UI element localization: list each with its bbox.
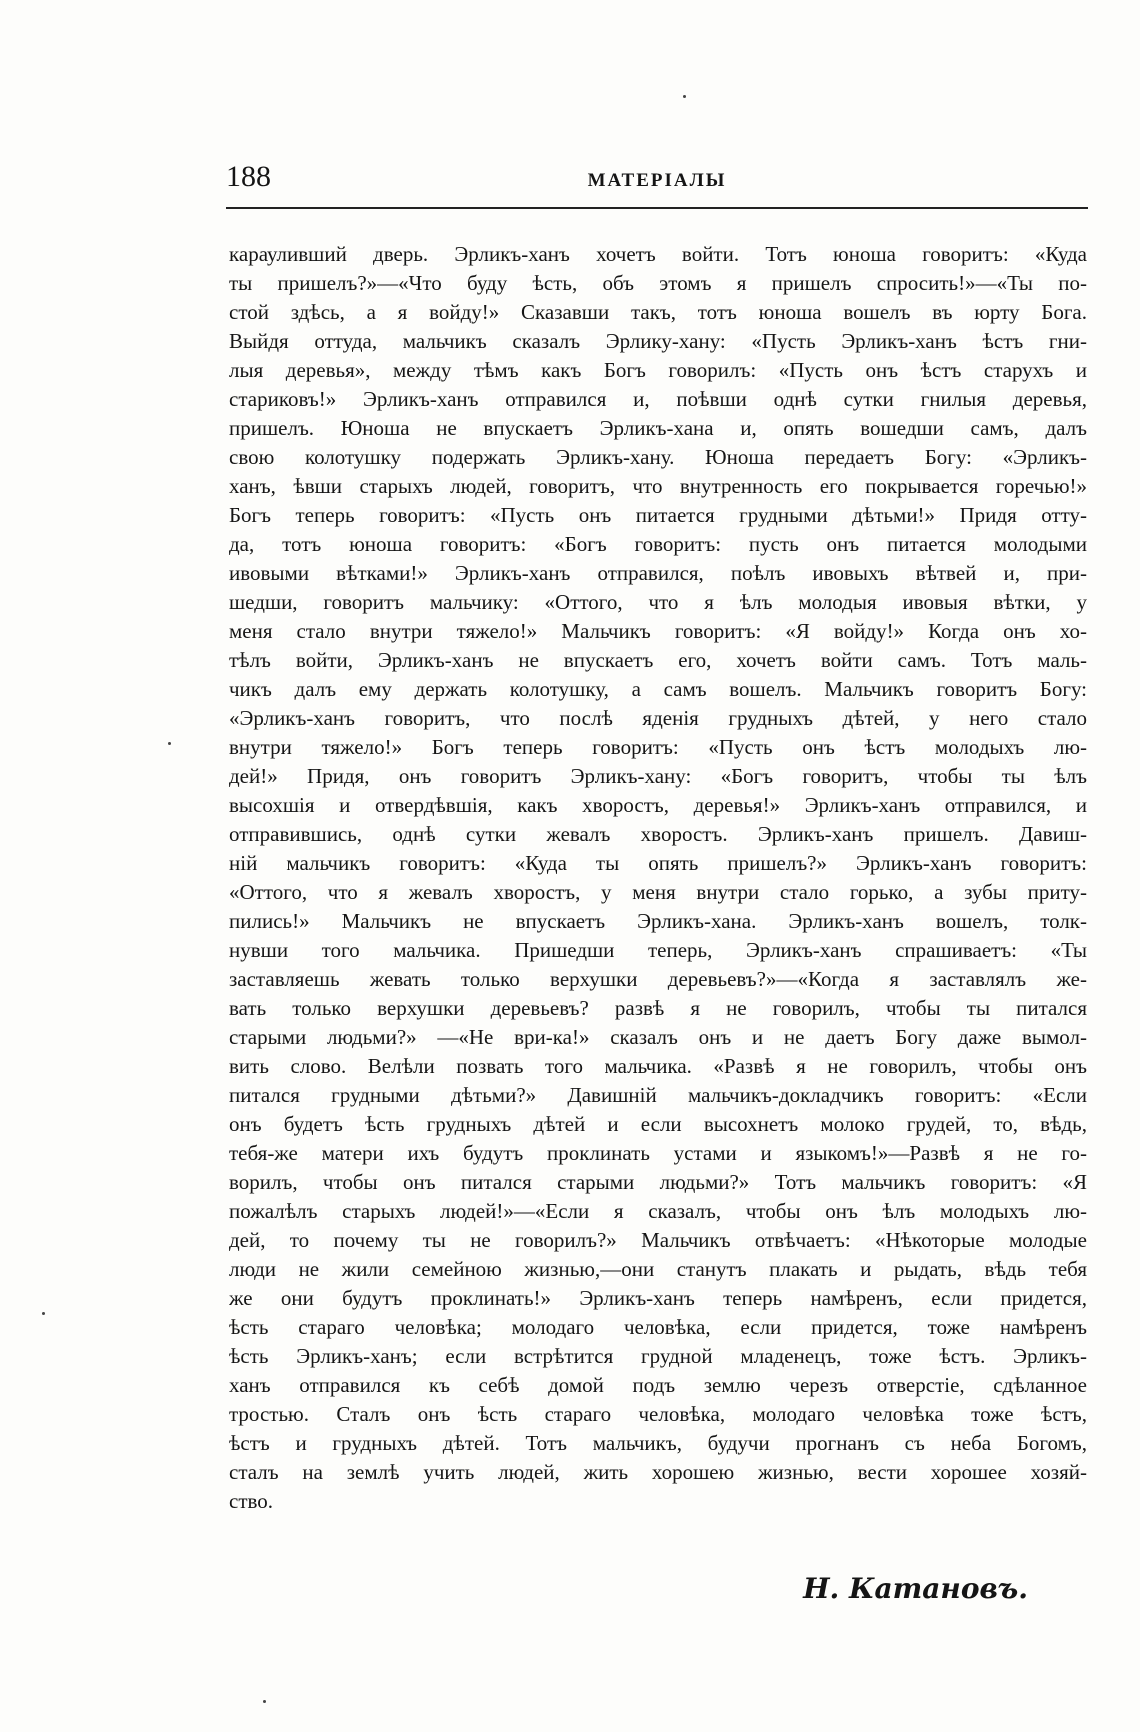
text-line: сталъ на землѣ учить людей, жить хорошею жизнью, вести хорошее хозяй- — [229, 1460, 1087, 1484]
text-line: ивовыми вѣтками!» Эрликъ-ханъ отправился, поѣлъ ивовыхъ вѣтвей и, при- — [229, 561, 1087, 585]
print-speck — [263, 1700, 266, 1703]
text-line: питался грудными дѣтьми?» Давишній мальчикъ-докладчикъ говоритъ: «Если — [229, 1083, 1087, 1107]
text-line: ство. — [229, 1489, 274, 1513]
text-line: ханъ отправился къ себѣ домой подъ землю черезъ отверстіе, сдѣланное — [229, 1373, 1087, 1397]
text-line: ѣсть Эрликъ-ханъ; если встрѣтится грудной младенецъ, тоже ѣстъ. Эрликъ- — [229, 1344, 1087, 1368]
text-line: ханъ, ѣвши старыхъ людей, говоритъ, что внутренность его покрывается горечью!» — [229, 474, 1087, 498]
text-line: дей, то почему ты не говорилъ?» Мальчикъ отвѣчаетъ: «Нѣкоторые молодые — [229, 1228, 1087, 1252]
text-line: люди не жили семейною жизнью,—они станутъ плакать и рыдать, вѣдь тебя — [229, 1257, 1087, 1281]
print-speck — [42, 1312, 45, 1315]
text-line: нувши того мальчика. Пришедши теперь, Эрликъ-ханъ спрашиваетъ: «Ты — [229, 938, 1087, 962]
text-line: ѣсть стараго человѣка; молодаго человѣка, если придется, тоже намѣренъ — [229, 1315, 1087, 1339]
text-line: карауливший дверь. Эрликъ-ханъ хочетъ войти. Тотъ юноша говоритъ: «Куда — [229, 242, 1087, 266]
text-line: шедши, говоритъ мальчику: «Оттого, что я ѣлъ молодыя ивовыя вѣтки, у — [229, 590, 1087, 614]
text-line: вить слово. Велѣли позвать того мальчика. «Развѣ я не говорилъ, чтобы онъ — [229, 1054, 1087, 1078]
text-line: да, тотъ юноша говоритъ: «Богъ говоритъ: пусть онъ питается молодыми — [229, 532, 1087, 556]
text-line: ѣстъ и грудныхъ дѣтей. Тотъ мальчикъ, будучи прогнанъ съ неба Богомъ, — [229, 1431, 1087, 1455]
print-speck — [168, 742, 171, 745]
text-line: ній мальчикъ говоритъ: «Куда ты опять пришелъ?» Эрликъ-ханъ говоритъ: — [229, 851, 1087, 875]
text-line: пились!» Мальчикъ не впускаетъ Эрликъ-хана. Эрликъ-ханъ вошелъ, толк- — [229, 909, 1087, 933]
text-line: стой здѣсь, а я войду!» Сказавши такъ, тотъ юноша вошелъ въ юрту Бога. — [229, 300, 1087, 324]
text-line: Выйдя оттуда, мальчикъ сказалъ Эрлику-хану: «Пусть Эрликъ-ханъ ѣстъ гни- — [229, 329, 1087, 353]
text-line: меня стало внутри тяжело!» Мальчикъ говоритъ: «Я войду!» Когда онъ хо- — [229, 619, 1087, 643]
body-text — [229, 240, 1087, 1516]
text-line: тѣлъ войти, Эрликъ-ханъ не впускаетъ его, хочетъ войти самъ. Тотъ маль- — [229, 648, 1087, 672]
text-line: ты пришелъ?»—«Что буду ѣсть, объ этомъ я пришелъ спросить!»—«Ты по- — [229, 271, 1087, 295]
text-line: отправившись, однѣ сутки жевалъ хворостъ. Эрликъ-ханъ пришелъ. Давиш- — [229, 822, 1087, 846]
text-line: ворилъ, чтобы онъ питался старыми людьми?» Тотъ мальчикъ говоритъ: «Я — [229, 1170, 1087, 1194]
text-line: лыя деревья», между тѣмъ какъ Богъ говорилъ: «Пусть онъ ѣстъ старухъ и — [229, 358, 1087, 382]
text-line: высохшія и отвердѣвшія, какъ хворостъ, деревья!» Эрликъ-ханъ отправился, и — [229, 793, 1087, 817]
text-line: «Эрликъ-ханъ говоритъ, что послѣ яденія грудныхъ дѣтей, у него стало — [229, 706, 1087, 730]
text-line: тростью. Сталъ онъ ѣсть стараго человѣка, молодаго человѣка тоже ѣстъ, — [229, 1402, 1087, 1426]
text-line: старыми людьми?» —«Не ври-ка!» сказалъ онъ и не даетъ Богу даже вымол- — [229, 1025, 1087, 1049]
running-title: МАТЕРІАЛЫ — [587, 170, 727, 191]
text-line: тебя-же матери ихъ будутъ проклинать устами и языкомъ!»—Развѣ я не го- — [229, 1141, 1087, 1165]
print-speck — [683, 95, 686, 98]
author-signature: Н. Катановъ. — [803, 1572, 1028, 1605]
text-line: «Оттого, что я жевалъ хворостъ, у меня внутри стало горько, а зубы приту- — [229, 880, 1087, 904]
text-line: дей!» Придя, онъ говоритъ Эрликъ-хану: «Богъ говоритъ, чтобы ты ѣлъ — [229, 764, 1087, 788]
text-line: Богъ теперь говоритъ: «Пусть онъ питается грудными дѣтьми!» Придя отту- — [229, 503, 1087, 527]
header-rule — [226, 207, 1088, 209]
text-line: вать только верхушки деревьевъ? развѣ я не говорилъ, чтобы ты питался — [229, 996, 1087, 1020]
text-line: свою колотушку подержать Эрликъ-хану. Юноша передаетъ Богу: «Эрликъ- — [229, 445, 1087, 469]
text-line: внутри тяжело!» Богъ теперь говоритъ: «Пусть онъ ѣстъ молодыхъ лю- — [229, 735, 1087, 759]
text-line: стариковъ!» Эрликъ-ханъ отправился и, поѣвши однѣ сутки гнилыя деревья, — [229, 387, 1087, 411]
text-line: же они будутъ проклинать!» Эрликъ-ханъ теперь намѣренъ, если придется, — [229, 1286, 1087, 1310]
page-header — [226, 160, 1088, 208]
text-line: онъ будетъ ѣсть грудныхъ дѣтей и если высохнетъ молоко грудей, то, вѣдь, — [229, 1112, 1087, 1136]
text-line: чикъ далъ ему держать колотушку, а самъ вошелъ. Мальчикъ говоритъ Богу: — [229, 677, 1087, 701]
text-line: заставляешь жевать только верхушки деревьевъ?»—«Когда я заставлялъ же- — [229, 967, 1087, 991]
text-line: пожалѣлъ старыхъ людей!»—«Если я сказалъ, чтобы онъ ѣлъ молодыхъ лю- — [229, 1199, 1087, 1223]
page-number: 188 — [226, 160, 271, 193]
text-line: пришелъ. Юноша не впускаетъ Эрликъ-хана и, опять вошедши самъ, далъ — [229, 416, 1087, 440]
